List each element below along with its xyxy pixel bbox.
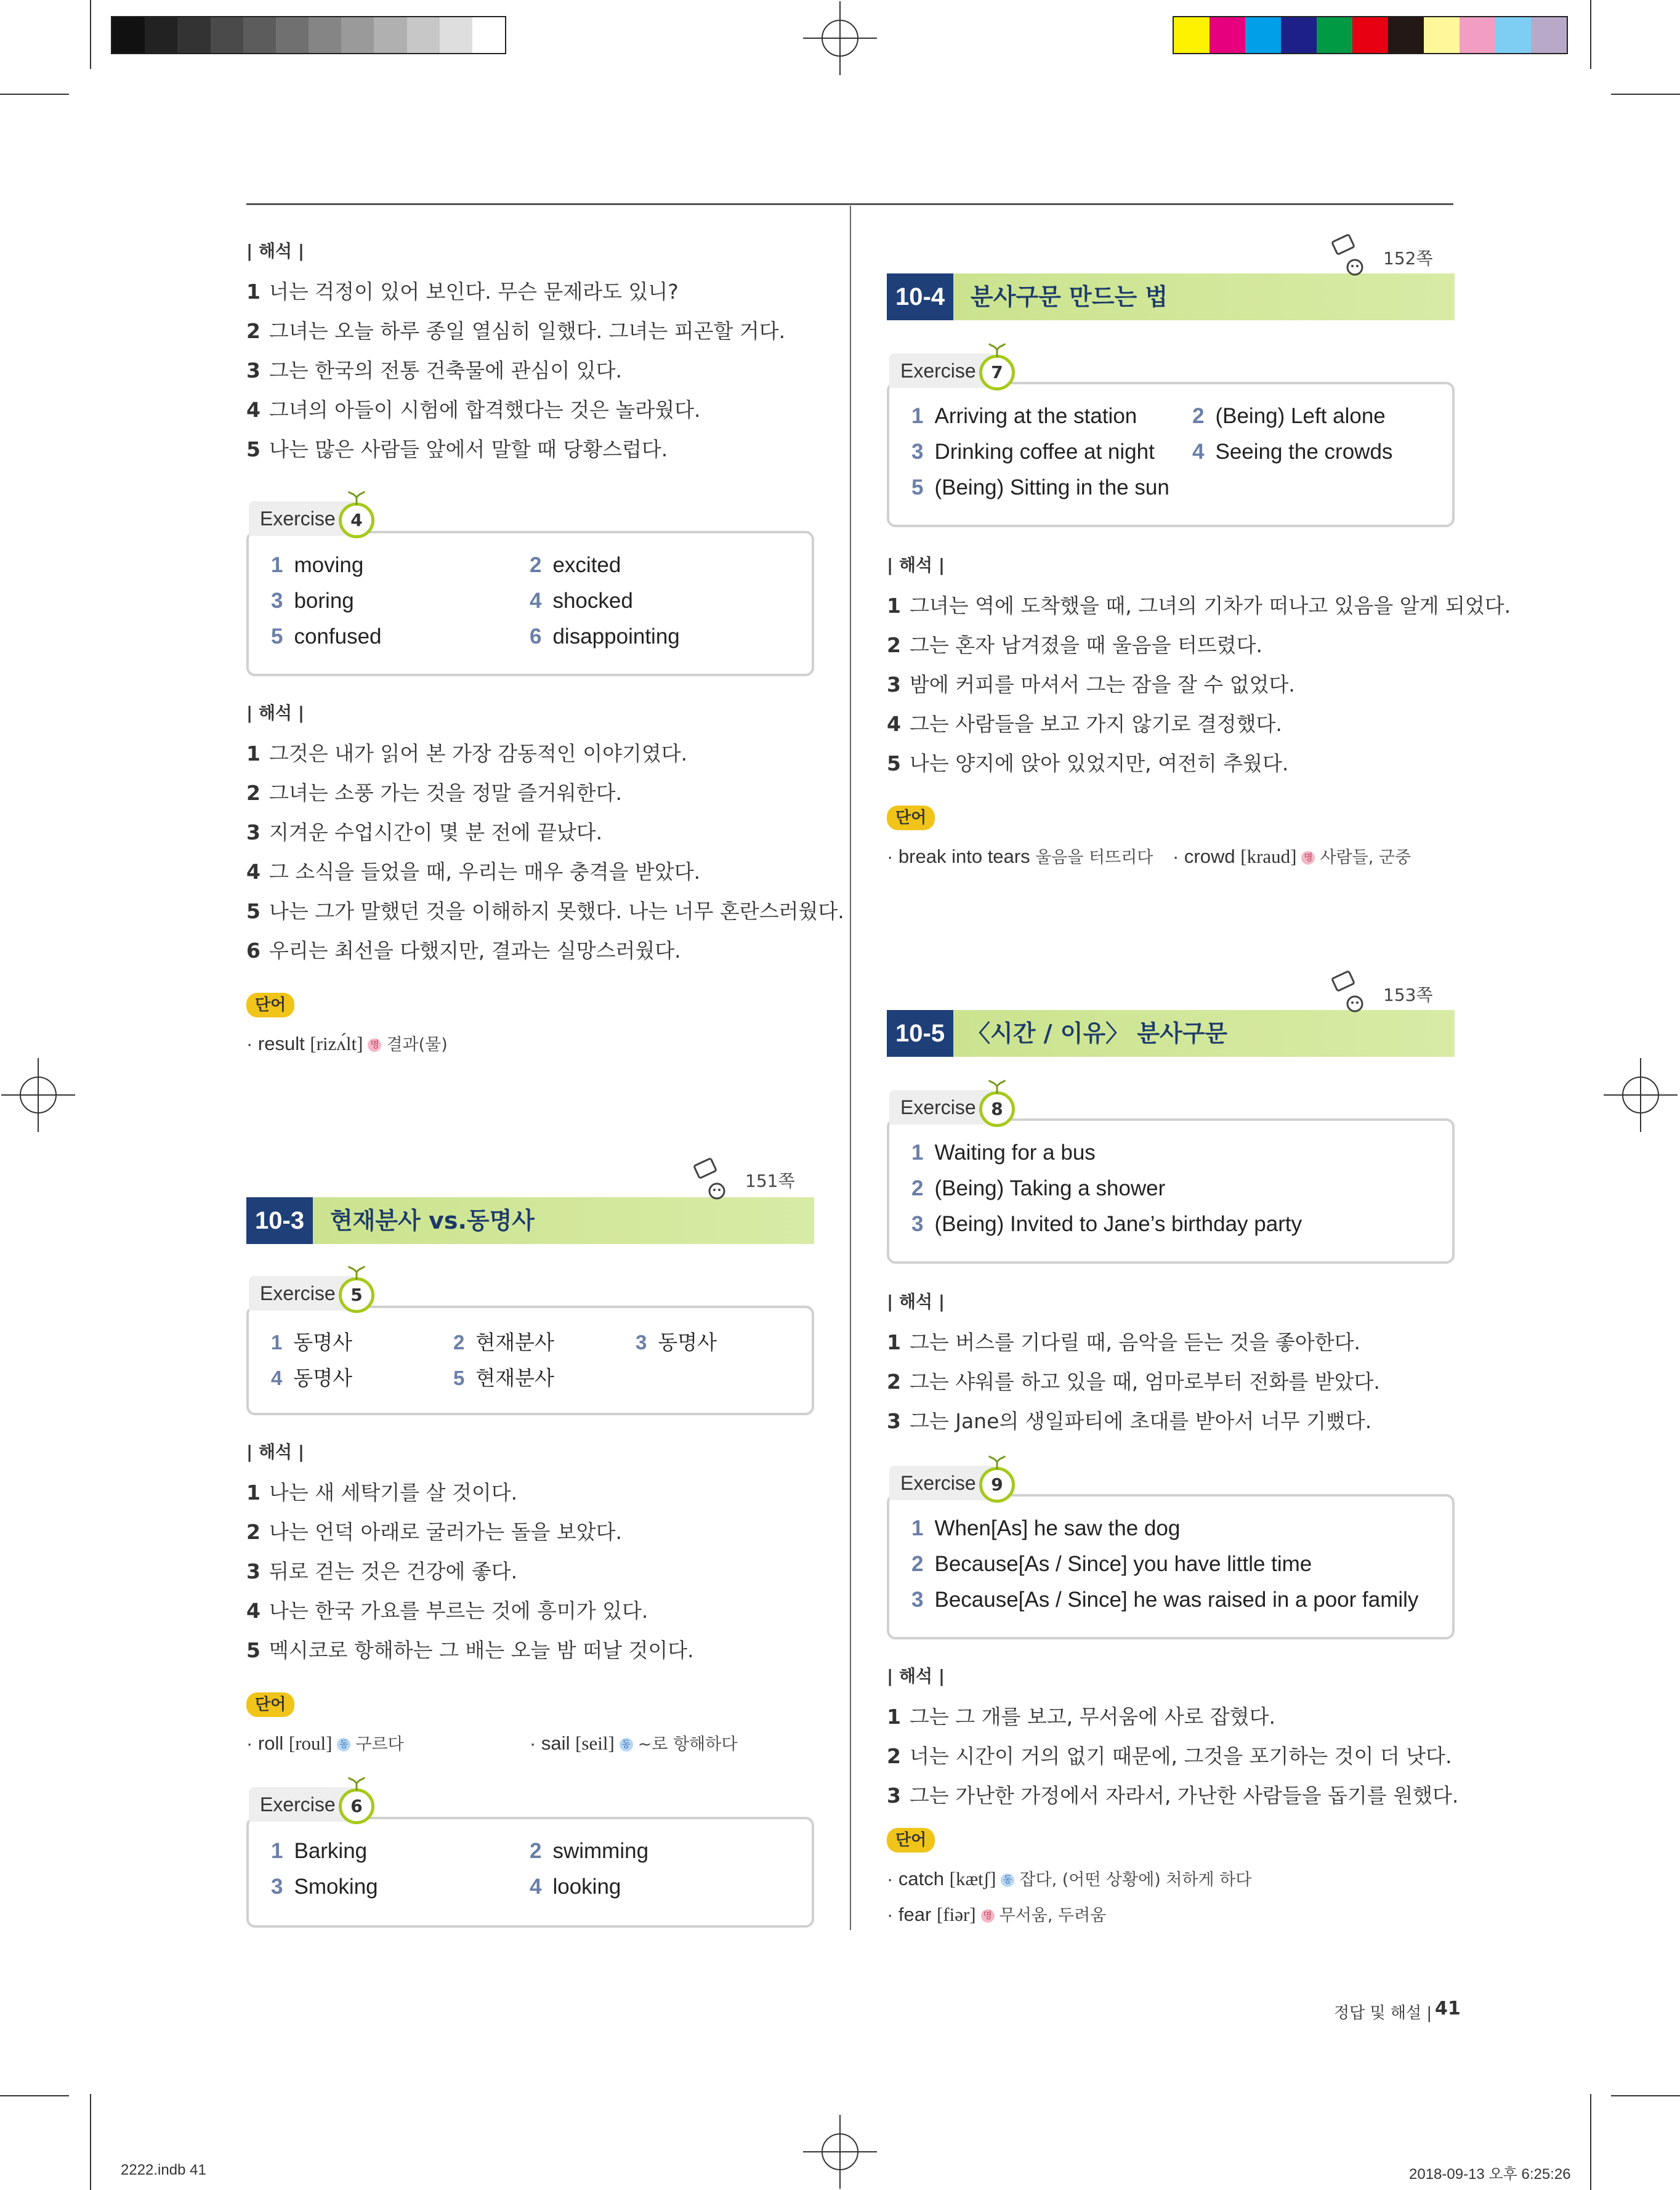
translation-line xyxy=(887,1366,1380,1395)
line-text: 그녀의 아들이 시험에 합격했다는 것은 놀라웠다. xyxy=(269,398,701,422)
line-number: 3 xyxy=(887,1409,901,1433)
translation-line xyxy=(246,1477,517,1506)
registration-mark xyxy=(803,1,877,75)
vocab-pronunciation: [roul] xyxy=(288,1732,333,1754)
exercise-number-badge: 4 xyxy=(339,503,374,538)
answer-text: boring xyxy=(294,589,354,613)
part-of-speech-badge: 명 xyxy=(368,1038,381,1052)
line-text: 그는 그 개를 보고, 무서움에 사로 잡혔다. xyxy=(909,1705,1275,1729)
translation-line xyxy=(246,315,785,344)
vocab-entry xyxy=(246,1731,404,1755)
line-number: 1 xyxy=(246,1481,260,1505)
pencil-note-icon xyxy=(1330,232,1365,277)
answer-text: confused xyxy=(294,624,382,649)
answer-item xyxy=(453,1362,554,1391)
answer-number: 4 xyxy=(530,1875,542,1899)
translation-line xyxy=(887,708,1282,737)
answer-text: 동명사 xyxy=(658,1330,717,1354)
translation-line xyxy=(246,1556,517,1585)
answer-number: 5 xyxy=(271,624,283,649)
line-number: 6 xyxy=(246,939,260,963)
line-number: 4 xyxy=(246,1599,260,1623)
answer-number: 4 xyxy=(530,589,542,613)
color-swatch xyxy=(1424,17,1460,53)
line-text: 뒤로 걷는 것은 건강에 좋다. xyxy=(269,1559,518,1583)
answer-number: 3 xyxy=(271,589,283,613)
line-number: 2 xyxy=(887,1370,901,1394)
vocab-pronunciation: [rizʌ́lt] xyxy=(310,1033,363,1054)
answer-item xyxy=(530,589,633,613)
translation-label: | 해석 | xyxy=(246,241,305,261)
answer-number: 1 xyxy=(271,1331,283,1354)
gray-swatch xyxy=(243,17,276,53)
color-swatch xyxy=(1352,17,1388,53)
sprout-icon xyxy=(988,1455,1006,1469)
exercise-5-box xyxy=(246,1306,814,1415)
pencil-note-icon xyxy=(1330,968,1365,1014)
gray-swatch xyxy=(341,17,374,53)
line-text: 그는 버스를 기다릴 때, 음악을 듣는 것을 좋아한다. xyxy=(909,1330,1360,1354)
vocab-word: · catch xyxy=(887,1868,950,1889)
color-swatch xyxy=(1210,17,1245,53)
vocab-pronunciation: [kætʃ] xyxy=(949,1868,996,1889)
translation-line xyxy=(246,895,844,924)
crop-mark xyxy=(0,2095,69,2096)
answer-number: 2 xyxy=(911,1176,924,1200)
answer-number: 5 xyxy=(911,475,924,499)
line-text: 그 소식을 들었을 때, 우리는 매우 충격을 받았다. xyxy=(269,860,701,884)
answer-item xyxy=(911,1516,1180,1541)
translation-label: | 해석 | xyxy=(887,555,945,575)
answer-item xyxy=(530,1875,621,1899)
answer-item xyxy=(1192,440,1392,464)
line-text: 너는 시간이 거의 없기 때문에, 그것을 포기하는 것이 더 낫다. xyxy=(909,1744,1452,1768)
line-number: 4 xyxy=(246,398,260,422)
translation-line xyxy=(887,629,1262,658)
crop-mark xyxy=(1611,2095,1680,2096)
gray-swatch xyxy=(211,17,243,53)
answer-number: 2 xyxy=(530,1839,542,1863)
answer-item xyxy=(911,1141,1096,1165)
line-number: 1 xyxy=(887,1330,901,1354)
line-text: 밤에 커피를 마셔서 그는 잠을 잘 수 없었다. xyxy=(909,673,1295,697)
vocab-meaning: ~로 항해하다 xyxy=(637,1735,738,1754)
exercise-tab: Exercise xyxy=(889,1466,994,1500)
translation-line xyxy=(887,669,1295,698)
translation-line xyxy=(246,856,700,885)
vocab-word: · fear xyxy=(887,1904,937,1925)
print-slug-date: 2018-09-13 오후 6:25:26 xyxy=(1409,2166,1571,2183)
translation-line xyxy=(887,1327,1360,1356)
exercise-number-badge: 6 xyxy=(339,1788,374,1824)
answer-text: excited xyxy=(552,553,621,577)
translation-line xyxy=(246,935,681,964)
translation-line xyxy=(246,434,668,463)
vocab-badge: 단어 xyxy=(887,806,935,830)
vocab-entry xyxy=(1173,844,1411,868)
part-of-speech-badge: 명 xyxy=(1301,851,1315,865)
vocab-entry xyxy=(246,1031,448,1055)
gray-swatch xyxy=(407,17,440,53)
answer-text: Waiting for a bus xyxy=(934,1141,1096,1165)
answer-number: 4 xyxy=(271,1367,283,1389)
line-number: 3 xyxy=(246,820,260,844)
exercise-number-badge: 5 xyxy=(339,1277,374,1313)
answer-number: 3 xyxy=(911,440,924,464)
vocab-word: · roll xyxy=(246,1732,289,1754)
color-swatch xyxy=(1174,17,1210,53)
vocab-pronunciation: [seil] xyxy=(575,1732,615,1754)
translation-label: | 해석 | xyxy=(887,1291,945,1312)
answer-number: 1 xyxy=(271,553,283,577)
translation-line xyxy=(246,394,700,423)
line-number: 2 xyxy=(887,633,901,657)
translation-line xyxy=(887,590,1511,619)
answer-number: 3 xyxy=(911,1588,924,1612)
vocab-meaning: 사람들, 군중 xyxy=(1320,848,1411,867)
sprout-icon xyxy=(347,1776,366,1791)
exercise-tab: Exercise xyxy=(249,1276,353,1311)
line-text: 나는 한국 가요를 부르는 것에 흥미가 있다. xyxy=(269,1599,648,1623)
line-number: 5 xyxy=(246,437,260,461)
answer-number: 6 xyxy=(530,624,542,649)
exercise-tab: Exercise xyxy=(889,1090,994,1125)
crop-mark xyxy=(1590,0,1591,69)
line-text: 그는 Jane의 생일파티에 초대를 받아서 너무 기뻤다. xyxy=(909,1409,1372,1433)
line-number: 2 xyxy=(887,1744,901,1768)
line-number: 4 xyxy=(887,712,901,736)
line-text: 그는 샤워를 하고 있을 때, 엄마로부터 전화를 받았다. xyxy=(909,1370,1380,1394)
translation-line xyxy=(887,1701,1275,1730)
answer-item xyxy=(271,1327,352,1356)
line-text: 너는 걱정이 있어 보인다. 무슨 문제라도 있니? xyxy=(269,280,679,304)
exercise-tab: Exercise xyxy=(249,501,353,536)
answer-text: Smoking xyxy=(294,1875,378,1899)
answer-number: 3 xyxy=(271,1875,283,1899)
vocab-pronunciation: [kraud] xyxy=(1240,846,1297,867)
answer-item xyxy=(271,1875,378,1899)
answer-text: 동명사 xyxy=(293,1330,352,1354)
sprout-icon xyxy=(347,490,366,505)
line-number: 1 xyxy=(246,741,260,766)
crop-mark xyxy=(1590,2094,1591,2190)
translation-line xyxy=(246,1595,648,1624)
translation-line xyxy=(887,1780,1458,1809)
section-number: 10-4 xyxy=(887,273,953,320)
column-separator xyxy=(850,206,851,1930)
answer-item xyxy=(911,1176,1165,1201)
answer-number: 2 xyxy=(1192,404,1205,428)
line-text: 나는 많은 사람들 앞에서 말할 때 당황스럽다. xyxy=(269,437,668,461)
translation-line xyxy=(246,738,687,767)
vocab-word: · break into tears xyxy=(887,846,1036,867)
crop-mark xyxy=(90,0,91,69)
part-of-speech-badge: 동 xyxy=(337,1738,350,1752)
answer-item xyxy=(636,1327,717,1356)
section-header-10-3 xyxy=(246,1197,814,1244)
translation-line xyxy=(887,1405,1371,1434)
answer-text: 동명사 xyxy=(293,1366,352,1390)
line-text: 나는 언덕 아래로 굴러가는 돌을 보았다. xyxy=(269,1520,622,1544)
page-reference: 151쪽 xyxy=(745,1171,795,1191)
line-number: 3 xyxy=(887,1784,901,1808)
registration-mark xyxy=(1604,1058,1678,1132)
line-number: 2 xyxy=(246,319,260,343)
line-number: 5 xyxy=(246,1638,260,1662)
answer-text: 현재분사 xyxy=(475,1330,554,1354)
vocab-pronunciation: [fiər] xyxy=(936,1904,976,1925)
line-text: 그것은 내가 읽어 본 가장 감동적인 이야기였다. xyxy=(269,741,688,766)
translation-label: | 해석 | xyxy=(246,703,305,723)
answer-item xyxy=(911,1588,1418,1612)
line-text: 그녀는 역에 도착했을 때, 그녀의 기차가 떠나고 있음을 알게 되었다. xyxy=(909,594,1511,618)
part-of-speech-badge: 동 xyxy=(620,1738,633,1752)
answer-item xyxy=(271,1839,367,1864)
exercise-number-badge: 8 xyxy=(979,1091,1015,1127)
vocab-entry xyxy=(887,1902,1106,1926)
answer-text: Seeing the crowds xyxy=(1215,440,1393,464)
answer-text: Arriving at the station xyxy=(934,404,1137,428)
top-rule xyxy=(246,203,1453,205)
line-text: 그는 가난한 가정에서 자라서, 가난한 사람들을 돕기를 원했다. xyxy=(909,1784,1459,1808)
answer-item xyxy=(911,1212,1302,1237)
part-of-speech-badge: 명 xyxy=(981,1909,995,1923)
footer-section-label: 정답 및 해설 | xyxy=(1334,2004,1432,2022)
vocab-entry xyxy=(530,1731,737,1755)
answer-item xyxy=(911,440,1155,464)
translation-line xyxy=(246,1516,622,1545)
answer-number: 3 xyxy=(911,1212,924,1236)
section-title: 현재분사 vs.동명사 xyxy=(330,1207,535,1234)
vocab-meaning: 무서움, 두려움 xyxy=(999,1906,1107,1925)
line-text: 지겨운 수업시간이 몇 분 전에 끝났다. xyxy=(269,820,603,844)
color-swatch xyxy=(1460,17,1495,53)
vocab-entry xyxy=(887,844,1153,868)
translation-line xyxy=(246,276,679,305)
section-header-10-5 xyxy=(887,1010,1455,1057)
color-calibration-strip xyxy=(1173,16,1568,54)
vocab-meaning: 결과(물) xyxy=(386,1035,448,1054)
line-text: 나는 양지에 앉아 있었지만, 여전히 추웠다. xyxy=(909,751,1289,775)
section-header-10-4 xyxy=(887,273,1455,320)
answer-text: looking xyxy=(552,1875,621,1899)
grayscale-calibration-strip xyxy=(111,16,506,54)
color-swatch xyxy=(1495,17,1531,53)
line-text: 나는 새 세탁기를 살 것이다. xyxy=(269,1481,518,1505)
vocab-entry xyxy=(887,1866,1251,1890)
color-swatch xyxy=(1388,17,1424,53)
line-number: 3 xyxy=(887,673,901,697)
answer-number: 1 xyxy=(911,1516,924,1540)
crop-mark xyxy=(90,2094,91,2190)
answer-item xyxy=(271,624,382,649)
color-swatch xyxy=(1245,17,1281,53)
section-number: 10-5 xyxy=(887,1010,953,1057)
vocab-meaning: 울음을 터뜨리다 xyxy=(1035,848,1153,867)
line-number: 1 xyxy=(887,594,901,618)
answer-number: 4 xyxy=(1192,440,1205,464)
answer-item xyxy=(530,1839,648,1864)
line-text: 우리는 최선을 다했지만, 결과는 실망스러웠다. xyxy=(269,939,681,963)
gray-swatch xyxy=(472,17,505,53)
gray-swatch xyxy=(276,17,309,53)
answer-text: (Being) Left alone xyxy=(1215,404,1386,428)
section-number: 10-3 xyxy=(246,1197,313,1244)
answer-text: shocked xyxy=(552,589,633,613)
color-swatch xyxy=(1281,17,1317,53)
answer-item xyxy=(271,589,354,613)
vocab-badge: 단어 xyxy=(246,1692,294,1717)
answer-item xyxy=(911,404,1137,429)
answer-item xyxy=(911,1552,1312,1577)
line-number: 2 xyxy=(246,1520,260,1544)
exercise-number-badge: 7 xyxy=(979,355,1015,390)
part-of-speech-badge: 동 xyxy=(1001,1873,1014,1887)
answer-text: disappointing xyxy=(552,624,680,649)
vocab-badge: 단어 xyxy=(246,993,294,1017)
line-text: 그녀는 오늘 하루 종일 열심히 일했다. 그녀는 피곤할 거다. xyxy=(269,319,786,343)
answer-text: When[As] he saw the dog xyxy=(934,1516,1181,1540)
page-number: 41 xyxy=(1435,1998,1461,2019)
line-number: 2 xyxy=(246,781,260,805)
answer-number: 5 xyxy=(453,1367,465,1389)
translation-line xyxy=(246,777,622,806)
gray-swatch xyxy=(374,17,406,53)
answer-text: swimming xyxy=(552,1839,649,1863)
answer-text: (Being) Taking a shower xyxy=(934,1176,1166,1200)
answer-text: Because[As / Since] you have little time xyxy=(934,1552,1312,1576)
crop-mark xyxy=(1611,94,1680,95)
line-number: 1 xyxy=(887,1705,901,1729)
line-number: 1 xyxy=(246,280,260,304)
line-number: 4 xyxy=(246,860,260,884)
gray-swatch xyxy=(309,17,341,53)
color-swatch xyxy=(1317,17,1352,53)
answer-text: Because[As / Since] he was raised in a poor family xyxy=(934,1588,1419,1612)
translation-line xyxy=(246,817,602,846)
gray-swatch xyxy=(177,17,210,53)
vocab-word: · result xyxy=(246,1033,310,1054)
answer-item xyxy=(530,553,621,578)
sprout-icon xyxy=(988,342,1006,357)
answer-number: 1 xyxy=(911,1141,924,1165)
answer-item xyxy=(453,1327,554,1356)
vocab-word: · sail xyxy=(530,1732,576,1754)
gray-swatch xyxy=(440,17,472,53)
gray-swatch xyxy=(112,17,145,53)
answer-text: Drinking coffee at night xyxy=(934,440,1155,464)
translation-line xyxy=(887,1740,1452,1769)
answer-number: 1 xyxy=(911,404,924,428)
answer-item xyxy=(271,1362,352,1391)
line-text: 그는 사람들을 보고 가지 않기로 결정했다. xyxy=(909,712,1282,736)
answer-text: Barking xyxy=(294,1839,368,1863)
sprout-icon xyxy=(347,1265,366,1280)
vocab-meaning: 잡다, (어떤 상황에) 처하게 하다 xyxy=(1019,1870,1252,1889)
line-text: 그녀는 소풍 가는 것을 정말 즐거워한다. xyxy=(269,781,622,805)
line-text: 그는 한국의 전통 건축물에 관심이 있다. xyxy=(269,358,622,382)
answer-text: 현재분사 xyxy=(475,1366,554,1390)
gray-swatch xyxy=(145,17,177,53)
exercise-number-badge: 9 xyxy=(979,1467,1015,1503)
crop-mark xyxy=(0,94,69,95)
answer-item xyxy=(1192,404,1386,429)
registration-mark xyxy=(1,1058,75,1132)
line-number: 3 xyxy=(246,358,260,382)
translation-line xyxy=(887,748,1288,777)
section-title: 분사구문 만드는 법 xyxy=(971,283,1168,310)
vocab-badge: 단어 xyxy=(887,1828,935,1853)
translation-label: | 해석 | xyxy=(246,1442,305,1462)
exercise-6-box xyxy=(246,1817,814,1928)
answer-number: 2 xyxy=(453,1331,465,1354)
answer-item xyxy=(271,553,363,578)
page-reference: 152쪽 xyxy=(1383,248,1433,269)
line-number: 3 xyxy=(246,1559,260,1583)
line-number: 5 xyxy=(246,899,260,923)
answer-number: 2 xyxy=(530,553,542,577)
line-text: 그는 혼자 남겨졌을 때 울음을 터뜨렸다. xyxy=(909,633,1262,657)
print-slug-file: 2222.indb 41 xyxy=(121,2162,206,2178)
vocab-meaning: 구르다 xyxy=(355,1735,404,1754)
sprout-icon xyxy=(988,1079,1006,1094)
line-number: 5 xyxy=(887,751,901,775)
pencil-note-icon xyxy=(692,1155,727,1201)
translation-line xyxy=(246,355,622,384)
line-text: 멕시코로 항해하는 그 배는 오늘 밤 떠날 것이다. xyxy=(269,1638,694,1662)
vocab-word: · crowd xyxy=(1173,846,1241,867)
answer-text: (Being) Sitting in the sun xyxy=(934,475,1169,499)
translation-label: | 해석 | xyxy=(887,1666,945,1686)
page-reference: 153쪽 xyxy=(1383,985,1433,1005)
section-title: 〈시간 / 이유〉 분사구문 xyxy=(967,1020,1228,1047)
answer-number: 1 xyxy=(271,1839,283,1863)
line-text: 나는 그가 말했던 것을 이해하지 못했다. 나는 너무 혼란스러웠다. xyxy=(269,899,844,923)
answer-text: (Being) Invited to Jane’s birthday party xyxy=(934,1212,1302,1236)
answer-item xyxy=(530,624,680,649)
color-swatch xyxy=(1531,17,1567,53)
answer-item xyxy=(911,475,1169,500)
registration-mark xyxy=(803,2115,877,2189)
answer-text: moving xyxy=(294,553,364,577)
exercise-tab: Exercise xyxy=(249,1787,353,1822)
exercise-tab: Exercise xyxy=(889,354,994,388)
translation-line xyxy=(246,1634,694,1663)
answer-number: 3 xyxy=(636,1331,647,1354)
answer-number: 2 xyxy=(911,1552,924,1576)
